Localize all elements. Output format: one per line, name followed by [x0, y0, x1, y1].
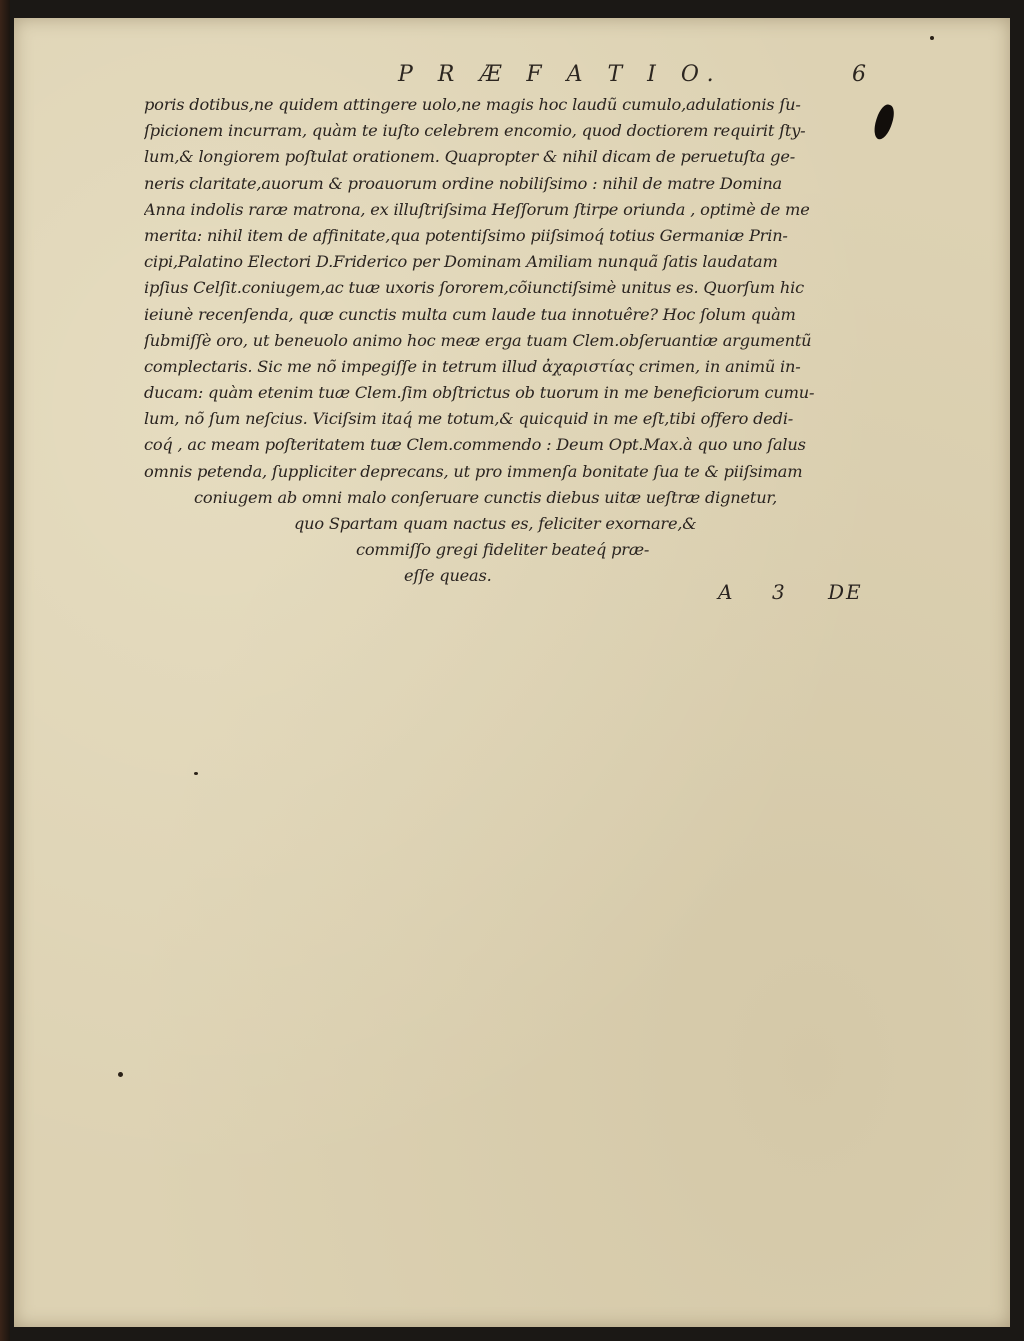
text-line: neris claritate,auorum & proauorum ordine nobiliſsimo : nihil de matre Domina: [144, 173, 782, 193]
text-line: commiſſo gregi fideliter beateq́ præ-: [356, 540, 650, 560]
page-number: 6: [852, 62, 866, 87]
text-line: complectaris. Sic me nõ impegiſſe in tetrum illud ἀχαριστίας crimen, in animũ in-: [144, 356, 801, 376]
text-line: omnis petenda, ſuppliciter deprecans, ut pro immenſa bonitate ſua te & piiſsimam: [144, 461, 803, 481]
signature-mark: A: [718, 580, 733, 604]
text-line: lum,& longiorem poſtulat orationem. Quapropter & nihil dicam de peruetuſta ge-: [144, 147, 795, 167]
running-head: [0, 62, 1024, 92]
signature-number: 3: [772, 580, 785, 604]
text-line: cipi,Palatino Electori D.Friderico per Dominam Amiliam nunquã ſatis laudatam: [144, 252, 778, 272]
text-line: quo Spartam quam nactus es, feliciter exornare,&: [294, 514, 697, 533]
text-line: Anna indolis raræ matrona, ex illuſtriſsima Heſſorum ſtirpe oriunda , optimè de me: [144, 199, 810, 219]
catchword: DE: [828, 580, 863, 604]
paper-speck: [930, 36, 934, 40]
text-line: ieiunè recenſenda, quæ cunctis multa cum laude tua innotuêre? Hoc ſolum quàm: [144, 304, 796, 324]
text-line: ſpicionem incurram, quàm te iuſto celebrem encomio, quod doctiorem requirit ſty-: [144, 121, 806, 141]
signature-line: [718, 580, 888, 610]
running-head-title: P R Æ F A T I O.: [398, 62, 723, 87]
text-line: ducam: quàm etenim tuæ Clem.ſim obſtrictus ob tuorum in me beneficiorum cumu-: [144, 383, 815, 403]
preface-text: [144, 92, 884, 590]
text-line: eſſe queas.: [404, 566, 492, 586]
text-line: ſubmiſſè oro, ut beneuolo animo hoc meæ erga tuam Clem.obſeruantiæ argumentũ: [144, 330, 812, 350]
text-line: lum, nõ ſum neſcius. Viciſsim itaq́ me totum,& quicquid in me eſt,tibi offero dedi-: [144, 409, 794, 429]
paper-speck: [194, 772, 198, 775]
text-line: ipſius Celſit.coniugem,ac tuæ uxoris ſororem,cõiunctiſsimè unitus es. Quorſum hic: [144, 278, 804, 298]
text-line: poris dotibus,ne quidem attingere uolo,ne magis hoc laudũ cumulo,adulationis ſu-: [144, 95, 801, 114]
paper-speck: [118, 1072, 123, 1077]
text-line: coniugem ab omni malo conſeruare cunctis diebus uitæ ueſtræ dignetur,: [194, 487, 778, 507]
book-spine-edge: [0, 0, 10, 1341]
text-line: merita: nihil item de affinitate,qua potentiſsimo piiſsimoq́ totius Germaniæ Prin-: [144, 225, 788, 245]
text-line: coq́ , ac meam poſteritatem tuæ Clem.commendo : Deum Opt.Max.à quo uno ſalus: [144, 435, 806, 455]
